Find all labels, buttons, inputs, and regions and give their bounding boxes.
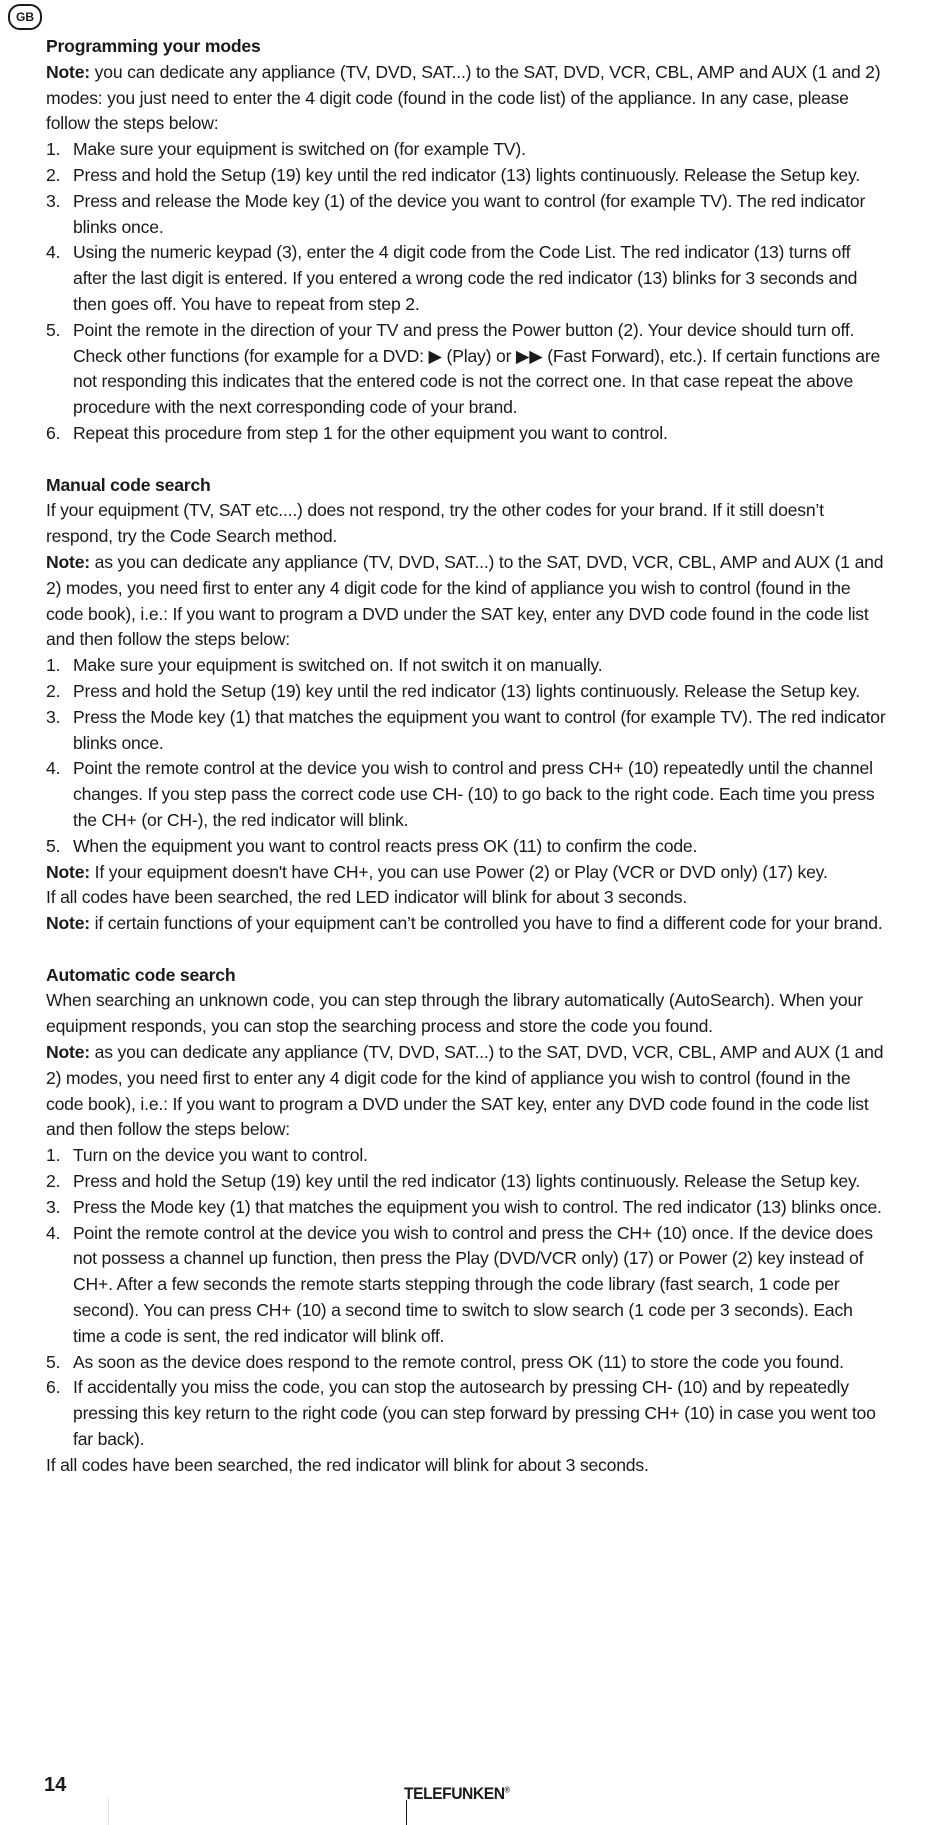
- section-2: [46, 963, 886, 1479]
- paragraph: If your equipment (TV, SAT etc....) does not respond, try the other codes for your brand. If it still doesn’t respond, try the Code Search method.: [46, 500, 824, 547]
- page-number: 14: [44, 1774, 67, 1796]
- note-label: Note:: [46, 913, 90, 934]
- language-badge: GB: [8, 4, 42, 30]
- step-text: Press the Mode key (1) that matches the equipment you want to control (for example TV). The red indicator blinks once.: [73, 706, 886, 753]
- step-text: Point the remote in the direction of your TV and press the Power button (2). Your device should turn off. Check other functions (for example for a DVD: ▶ (Play) or ▶▶ (Fast Forward), etc.). If certain functions are not responding this indicates that the entered code is not the correct one. In that case repeat the above procedure with the next corresponding code of your brand.: [73, 319, 881, 418]
- step-list: [46, 1143, 886, 1453]
- section-0: [46, 34, 886, 447]
- note-text: as you can dedicate any appliance (TV, DVD, SAT...) to the SAT, DVD, VCR, CBL, AMP and AUX (1 and 2) modes, you need first to enter any 4 digit code for the kind of appliance you wish to control (found in the code book), i.e.: If you want to program a DVD under the SAT key, enter any DVD code found in the code list and then follow the steps below:: [46, 551, 884, 650]
- note-label: Note:: [46, 1042, 90, 1063]
- brand-logo: [404, 1784, 510, 1804]
- paragraph: If all codes have been searched, the red LED indicator will blink for about 3 seconds.: [46, 887, 687, 908]
- step-number: 4.: [46, 758, 61, 779]
- section-heading: Programming your modes: [46, 36, 261, 56]
- step-text: Point the remote control at the device you wish to control and press the CH+ (10) once. If the device does not possess a channel up function, then press the Play (DVD/VCR only) (17) or Power (2) key instead of CH+. After a few seconds the remote starts stepping through the code library (fast search, 1 code per second). You can press CH+ (10) a second time to switch to slow search (1 code per 3 seconds). Each time a code is sent, the red indicator will blink off.: [73, 1222, 873, 1346]
- section-1: [46, 473, 886, 937]
- step-item: [46, 240, 886, 317]
- note-label: Note:: [46, 61, 90, 82]
- step-number: 5.: [46, 319, 61, 340]
- step-item: [46, 421, 886, 447]
- step-item: [46, 189, 886, 241]
- step-text: Press and hold the Setup (19) key until the red indicator (13) lights continuously. Release the Setup key.: [73, 680, 860, 701]
- step-item: [46, 1143, 886, 1169]
- step-text: Press and hold the Setup (19) key until the red indicator (13) lights continuously. Release the Setup key.: [73, 1171, 860, 1192]
- note-paragraph: [46, 911, 886, 937]
- step-number: 3.: [46, 190, 61, 211]
- step-text: As soon as the device does respond to the remote control, press OK (11) to store the code you found.: [73, 1351, 844, 1372]
- step-item: [46, 137, 886, 163]
- paragraph: When searching an unknown code, you can step through the library automatically (AutoSearch). When your equipment responds, you can stop the searching process and store the code you found.: [46, 990, 863, 1037]
- step-text: Point the remote control at the device you wish to control and press CH+ (10) repeatedly until the channel changes. If you step pass the correct code use CH- (10) to go back to the right code. Each time you press the CH+ (or CH-), the red indicator will blink.: [73, 758, 875, 830]
- section-heading: Manual code search: [46, 474, 211, 495]
- step-text: Press and release the Mode key (1) of the device you want to control (for example TV). The red indicator blinks once.: [73, 190, 866, 237]
- step-number: 5.: [46, 1351, 61, 1372]
- note-paragraph: [46, 860, 886, 886]
- registered-mark: ®: [504, 1785, 510, 1795]
- step-number: 6.: [46, 1377, 61, 1398]
- step-number: 5.: [46, 835, 61, 856]
- step-item: [46, 1195, 886, 1221]
- step-text: Using the numeric keypad (3), enter the 4 digit code from the Code List. The red indicator (13) turns off after the last digit is entered. If you entered a wrong code the red indicator (13) blinks for 3 seconds and then goes off. You have to repeat from step 2.: [73, 242, 858, 314]
- note-text: as you can dedicate any appliance (TV, DVD, SAT...) to the SAT, DVD, VCR, CBL, AMP and AUX (1 and 2) modes, you need first to enter any 4 digit code for the kind of appliance you wish to control (found in the code book), i.e.: If you want to program a DVD under the SAT key, enter any DVD code found in the code list and then follow the steps below:: [46, 1042, 884, 1140]
- brand-name: TELEFUNKEN: [404, 1784, 505, 1803]
- step-text: If accidentally you miss the code, you can stop the autosearch by pressing CH- (10) and by repeatedly pressing this key return to the right code (you can step forward by pressing CH+ (10) in case you went too far back).: [73, 1377, 876, 1450]
- step-item: [46, 1375, 886, 1452]
- step-text: Press the Mode key (1) that matches the equipment you wish to control. The red indicator (13) blinks once.: [73, 1196, 882, 1217]
- step-item: [46, 1350, 886, 1376]
- step-text: When the equipment you want to control reacts press OK (11) to confirm the code.: [73, 835, 698, 856]
- manual-content: [46, 34, 886, 1504]
- divider-line: [108, 1798, 109, 1825]
- step-number: 2.: [46, 1171, 61, 1192]
- note-paragraph: [46, 550, 886, 653]
- step-list: [46, 137, 886, 447]
- paragraph: If all codes have been searched, the red indicator will blink for about 3 seconds.: [46, 1454, 649, 1475]
- step-text: Press and hold the Setup (19) key until the red indicator (13) lights continuously. Release the Setup key.: [73, 164, 860, 185]
- note-paragraph: [46, 1040, 886, 1143]
- step-number: 1.: [46, 655, 61, 676]
- step-number: 4.: [46, 242, 61, 263]
- step-number: 1.: [46, 139, 61, 160]
- step-item: [46, 705, 886, 757]
- step-text: Turn on the device you want to control.: [73, 1145, 368, 1166]
- note-paragraph: [46, 60, 886, 137]
- step-item: [46, 834, 886, 860]
- note-text: you can dedicate any appliance (TV, DVD, SAT...) to the SAT, DVD, VCR, CBL, AMP and AUX (1 and 2) modes: you just need to enter the 4 digit code (found in the code list) of the appliance. In any case, please follow the steps below:: [46, 61, 881, 134]
- step-item: [46, 163, 886, 189]
- note-label: Note:: [46, 861, 90, 882]
- step-number: 4.: [46, 1222, 61, 1243]
- step-text: Make sure your equipment is switched on. If not switch it on manually.: [73, 655, 603, 676]
- note-label: Note:: [46, 551, 90, 572]
- step-list: [46, 653, 886, 859]
- step-text: Make sure your equipment is switched on (for example TV).: [73, 139, 526, 160]
- step-item: [46, 1221, 886, 1350]
- note-text: if certain functions of your equipment can’t be controlled you have to find a different code for your brand.: [89, 913, 883, 934]
- note-text: If your equipment doesn't have CH+, you can use Power (2) or Play (VCR or DVD only) (17) key.: [89, 861, 828, 882]
- step-item: [46, 756, 886, 833]
- step-number: 1.: [46, 1145, 61, 1166]
- section-heading: Automatic code search: [46, 964, 236, 985]
- step-item: [46, 679, 886, 705]
- step-item: [46, 318, 886, 421]
- step-item: [46, 1169, 886, 1195]
- step-text: Repeat this procedure from step 1 for the other equipment you want to control.: [73, 422, 668, 443]
- step-number: 2.: [46, 164, 61, 185]
- step-number: 6.: [46, 422, 61, 443]
- step-number: 3.: [46, 1196, 61, 1217]
- step-item: [46, 653, 886, 679]
- step-number: 2.: [46, 680, 61, 701]
- step-number: 3.: [46, 706, 61, 727]
